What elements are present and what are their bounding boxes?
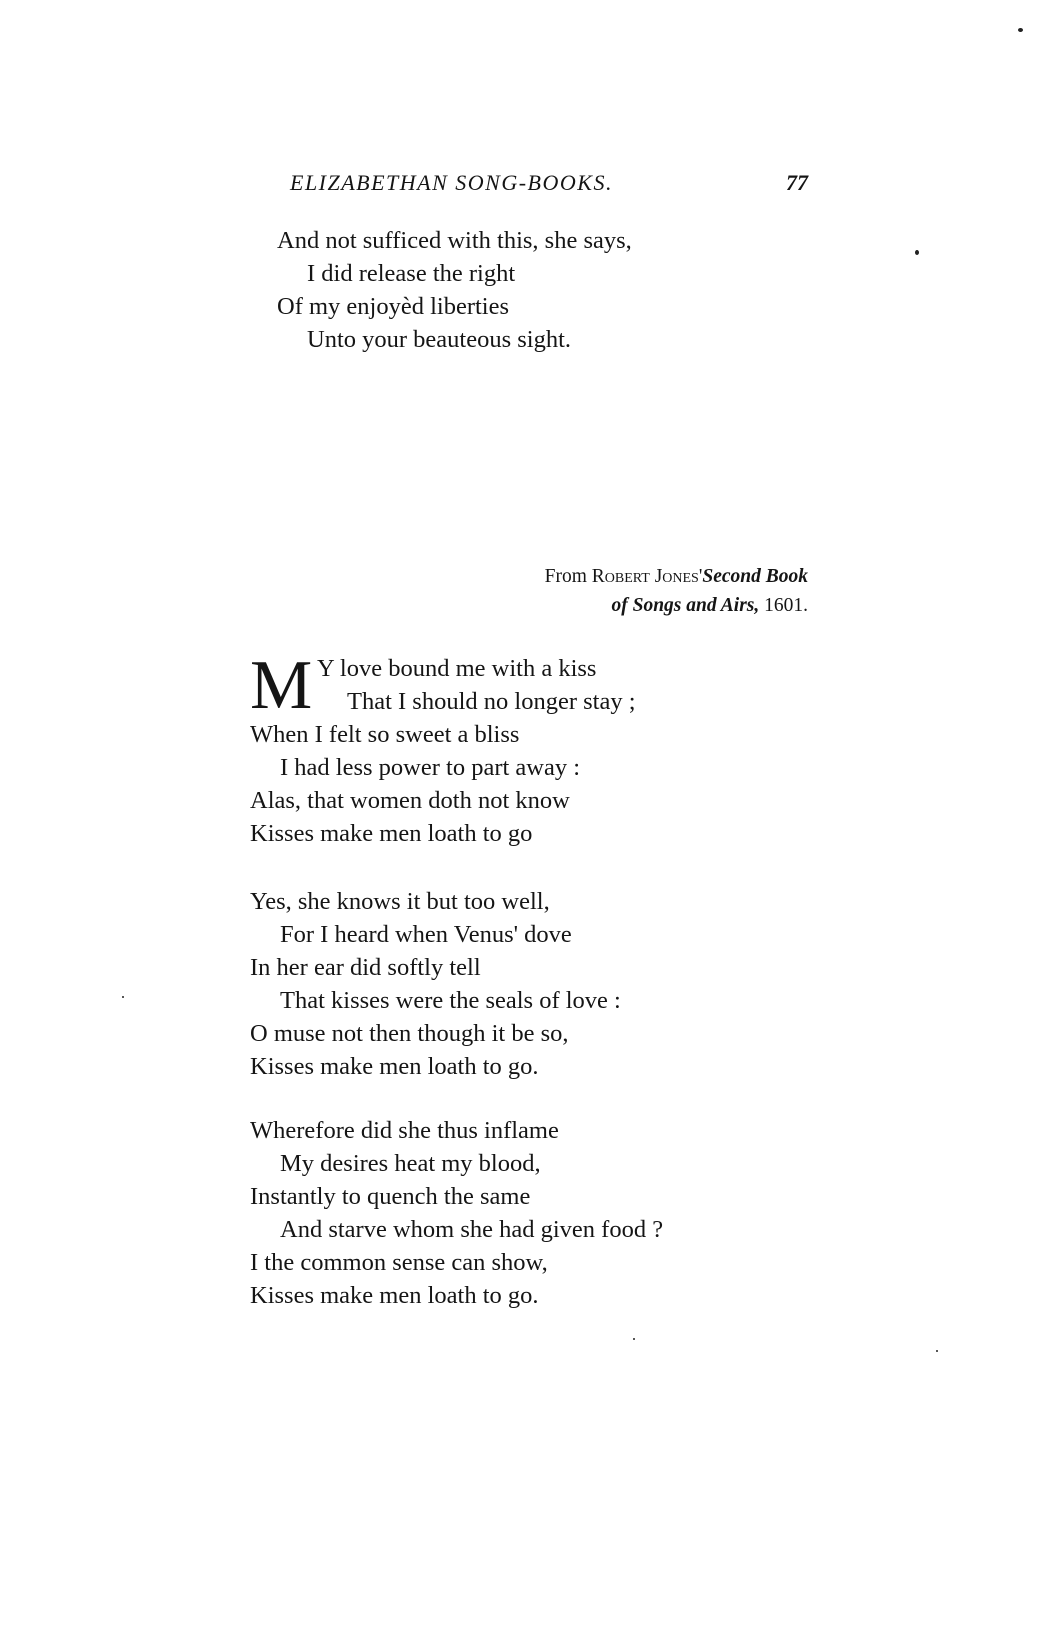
poem-line: In her ear did softly tell — [250, 954, 481, 981]
scan-speck — [915, 250, 919, 255]
poem-line: Kisses make men loath to go. — [250, 1053, 539, 1080]
poem-line: O muse not then though it be so, — [250, 1020, 569, 1047]
poem-line: And starve whom she had given food ? — [280, 1216, 664, 1243]
poem-stanza-1 — [250, 647, 636, 850]
poem-line: Unto your beauteous sight. — [307, 326, 572, 353]
poem-line: Of my enjoyèd liberties — [277, 293, 510, 320]
poem-line: That kisses were the seals of love : — [280, 987, 621, 1014]
poem-line: I did release the right — [307, 260, 516, 287]
poem-line: Kisses make men loath to go. — [250, 1282, 539, 1309]
poem-line: I had less power to part away : — [280, 754, 581, 781]
poem-line: And not sufficed with this, she says, — [277, 227, 632, 254]
poem-line: Instantly to quench the same — [250, 1183, 531, 1210]
scan-speck — [936, 1350, 938, 1352]
scan-speck — [633, 1338, 635, 1340]
page-number: 77 — [786, 170, 808, 195]
poem-line: When I felt so sweet a bliss — [250, 721, 520, 748]
poem-line: I the common sense can show, — [250, 1249, 548, 1276]
poem-line: That I should no longer stay ; — [347, 688, 636, 715]
poem-line: Yes, she knows it but too well, — [250, 888, 550, 915]
poem-line: Y love bound me with a kiss — [317, 655, 597, 682]
source-title-part1: Second Book — [702, 566, 808, 587]
poem-line: My desires heat my blood, — [280, 1150, 541, 1177]
source-author: Robert Jones' — [591, 566, 703, 587]
source-title-part2: of Songs and Airs, — [611, 595, 760, 616]
source-year: 1601. — [764, 595, 808, 616]
source-prefix: From — [544, 566, 587, 587]
poem-line: Wherefore did she thus inflame — [250, 1117, 559, 1144]
scan-speck — [122, 996, 124, 998]
scan-speck — [1018, 28, 1023, 32]
poem-line: For I heard when Venus' dove — [280, 921, 572, 948]
source-attribution — [470, 562, 808, 620]
poem-line: Alas, that women doth not know — [250, 787, 570, 814]
continued-stanza — [277, 224, 632, 356]
poem-line: Kisses make men loath to go — [250, 820, 533, 847]
running-title: ELIZABETHAN SONG-BOOKS. — [290, 170, 613, 195]
drop-cap: M — [250, 647, 313, 724]
poem-stanza-3 — [250, 1114, 663, 1312]
poem-stanza-2 — [250, 885, 621, 1083]
